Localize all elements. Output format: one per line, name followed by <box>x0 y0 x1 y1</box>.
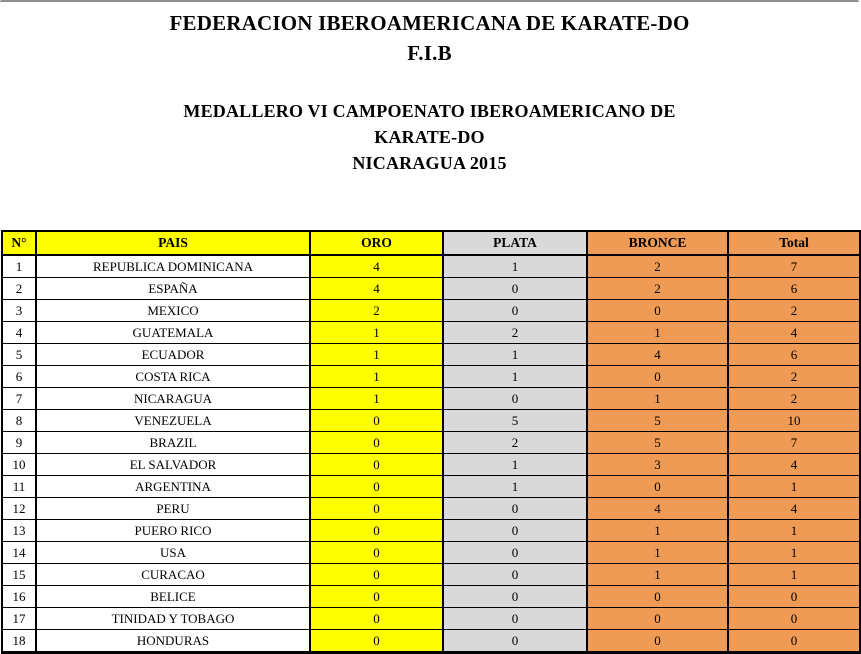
country-cell: BRAZIL <box>36 432 310 454</box>
rank-cell: 15 <box>2 564 36 586</box>
silver-count-cell: 0 <box>443 520 587 542</box>
rank-cell: 2 <box>2 278 36 300</box>
rank-cell: 1 <box>2 255 36 278</box>
gold-count-cell: 0 <box>310 608 443 630</box>
gold-count-cell: 1 <box>310 366 443 388</box>
bronze-count-cell: 5 <box>587 432 728 454</box>
table-row <box>2 542 860 564</box>
column-header-pais: PAIS <box>36 231 310 255</box>
country-cell: ECUADOR <box>36 344 310 366</box>
table-row <box>2 322 860 344</box>
gold-count-cell: 4 <box>310 278 443 300</box>
event-title-line3: NICARAGUA 2015 <box>352 153 507 173</box>
total-count-cell: 4 <box>728 498 860 520</box>
rank-cell: 4 <box>2 322 36 344</box>
gold-count-cell: 1 <box>310 344 443 366</box>
total-count-cell: 1 <box>728 476 860 498</box>
table-row <box>2 476 860 498</box>
table-row <box>2 278 860 300</box>
table-row <box>2 586 860 608</box>
table-row <box>2 344 860 366</box>
gold-count-cell: 0 <box>310 586 443 608</box>
gold-count-cell: 4 <box>310 255 443 278</box>
silver-count-cell: 1 <box>443 344 587 366</box>
country-cell: BELICE <box>36 586 310 608</box>
gold-count-cell: 1 <box>310 322 443 344</box>
gold-count-cell: 0 <box>310 564 443 586</box>
table-row <box>2 564 860 586</box>
gold-count-cell: 0 <box>310 476 443 498</box>
document-header <box>0 8 859 176</box>
total-count-cell: 0 <box>728 608 860 630</box>
column-header-bronce: BRONCE <box>587 231 728 255</box>
bronze-count-cell: 0 <box>587 300 728 322</box>
country-cell: COSTA RICA <box>36 366 310 388</box>
silver-count-cell: 0 <box>443 564 587 586</box>
rank-cell: 3 <box>2 300 36 322</box>
bronze-count-cell: 4 <box>587 498 728 520</box>
bronze-count-cell: 3 <box>587 454 728 476</box>
bronze-count-cell: 5 <box>587 410 728 432</box>
table-row <box>2 608 860 630</box>
table-row <box>2 410 860 432</box>
total-count-cell: 2 <box>728 366 860 388</box>
rank-cell: 11 <box>2 476 36 498</box>
bronze-count-cell: 1 <box>587 520 728 542</box>
country-cell: HONDURAS <box>36 630 310 653</box>
silver-count-cell: 0 <box>443 542 587 564</box>
org-abbreviation: F.I.B <box>407 41 452 65</box>
country-cell: PERU <box>36 498 310 520</box>
silver-count-cell: 0 <box>443 278 587 300</box>
bronze-count-cell: 4 <box>587 344 728 366</box>
country-cell: GUATEMALA <box>36 322 310 344</box>
country-cell: MEXICO <box>36 300 310 322</box>
rank-cell: 10 <box>2 454 36 476</box>
silver-count-cell: 1 <box>443 255 587 278</box>
medal-table-body <box>2 255 860 653</box>
rank-cell: 18 <box>2 630 36 653</box>
total-count-cell: 2 <box>728 300 860 322</box>
total-count-cell: 1 <box>728 564 860 586</box>
gold-count-cell: 0 <box>310 432 443 454</box>
gold-count-cell: 0 <box>310 498 443 520</box>
bronze-count-cell: 1 <box>587 542 728 564</box>
total-count-cell: 0 <box>728 630 860 653</box>
silver-count-cell: 0 <box>443 630 587 653</box>
gold-count-cell: 2 <box>310 300 443 322</box>
rank-cell: 16 <box>2 586 36 608</box>
country-cell: USA <box>36 542 310 564</box>
rank-cell: 8 <box>2 410 36 432</box>
total-count-cell: 7 <box>728 255 860 278</box>
event-title-line1: MEDALLERO VI CAMPOENATO IBEROAMERICANO DE <box>183 101 676 121</box>
total-count-cell: 10 <box>728 410 860 432</box>
gold-count-cell: 0 <box>310 630 443 653</box>
table-row <box>2 520 860 542</box>
table-row <box>2 454 860 476</box>
medal-table <box>1 230 861 654</box>
event-title-block <box>0 98 859 176</box>
country-cell: ESPAÑA <box>36 278 310 300</box>
silver-count-cell: 0 <box>443 586 587 608</box>
bronze-count-cell: 2 <box>587 278 728 300</box>
silver-count-cell: 1 <box>443 454 587 476</box>
total-count-cell: 4 <box>728 322 860 344</box>
total-count-cell: 7 <box>728 432 860 454</box>
country-cell: VENEZUELA <box>36 410 310 432</box>
gold-count-cell: 1 <box>310 388 443 410</box>
bronze-count-cell: 0 <box>587 366 728 388</box>
total-count-cell: 6 <box>728 278 860 300</box>
total-count-cell: 1 <box>728 542 860 564</box>
total-count-cell: 6 <box>728 344 860 366</box>
country-cell: EL SALVADOR <box>36 454 310 476</box>
rank-cell: 6 <box>2 366 36 388</box>
table-row <box>2 388 860 410</box>
table-row <box>2 366 860 388</box>
rank-cell: 12 <box>2 498 36 520</box>
total-count-cell: 4 <box>728 454 860 476</box>
event-title-line2: KARATE-DO <box>374 127 485 147</box>
silver-count-cell: 0 <box>443 608 587 630</box>
gold-count-cell: 0 <box>310 454 443 476</box>
rank-cell: 7 <box>2 388 36 410</box>
scan-edge-line <box>0 0 859 2</box>
country-cell: NICARAGUA <box>36 388 310 410</box>
bronze-count-cell: 1 <box>587 564 728 586</box>
country-cell: TINIDAD Y TOBAGO <box>36 608 310 630</box>
table-row <box>2 498 860 520</box>
silver-count-cell: 2 <box>443 432 587 454</box>
bronze-count-cell: 1 <box>587 322 728 344</box>
column-header-num: N° <box>2 231 36 255</box>
bronze-count-cell: 0 <box>587 586 728 608</box>
rank-cell: 5 <box>2 344 36 366</box>
country-cell: ARGENTINA <box>36 476 310 498</box>
column-header-total: Total <box>728 231 860 255</box>
gold-count-cell: 0 <box>310 520 443 542</box>
bronze-count-cell: 0 <box>587 630 728 653</box>
column-header-oro: ORO <box>310 231 443 255</box>
table-header-row <box>2 231 860 255</box>
silver-count-cell: 0 <box>443 300 587 322</box>
country-cell: CURACAO <box>36 564 310 586</box>
country-cell: REPUBLICA DOMINICANA <box>36 255 310 278</box>
total-count-cell: 2 <box>728 388 860 410</box>
total-count-cell: 0 <box>728 586 860 608</box>
org-title: FEDERACION IBEROAMERICANA DE KARATE-DO <box>169 11 690 35</box>
bronze-count-cell: 0 <box>587 476 728 498</box>
silver-count-cell: 5 <box>443 410 587 432</box>
table-row <box>2 630 860 653</box>
silver-count-cell: 1 <box>443 366 587 388</box>
silver-count-cell: 2 <box>443 322 587 344</box>
gold-count-cell: 0 <box>310 542 443 564</box>
bronze-count-cell: 1 <box>587 388 728 410</box>
total-count-cell: 1 <box>728 520 860 542</box>
rank-cell: 9 <box>2 432 36 454</box>
table-row <box>2 255 860 278</box>
country-cell: PUERO RICO <box>36 520 310 542</box>
silver-count-cell: 0 <box>443 388 587 410</box>
table-row <box>2 432 860 454</box>
gold-count-cell: 0 <box>310 410 443 432</box>
bronze-count-cell: 0 <box>587 608 728 630</box>
bronze-count-cell: 2 <box>587 255 728 278</box>
rank-cell: 13 <box>2 520 36 542</box>
rank-cell: 17 <box>2 608 36 630</box>
silver-count-cell: 1 <box>443 476 587 498</box>
column-header-plata: PLATA <box>443 231 587 255</box>
silver-count-cell: 0 <box>443 498 587 520</box>
rank-cell: 14 <box>2 542 36 564</box>
table-row <box>2 300 860 322</box>
